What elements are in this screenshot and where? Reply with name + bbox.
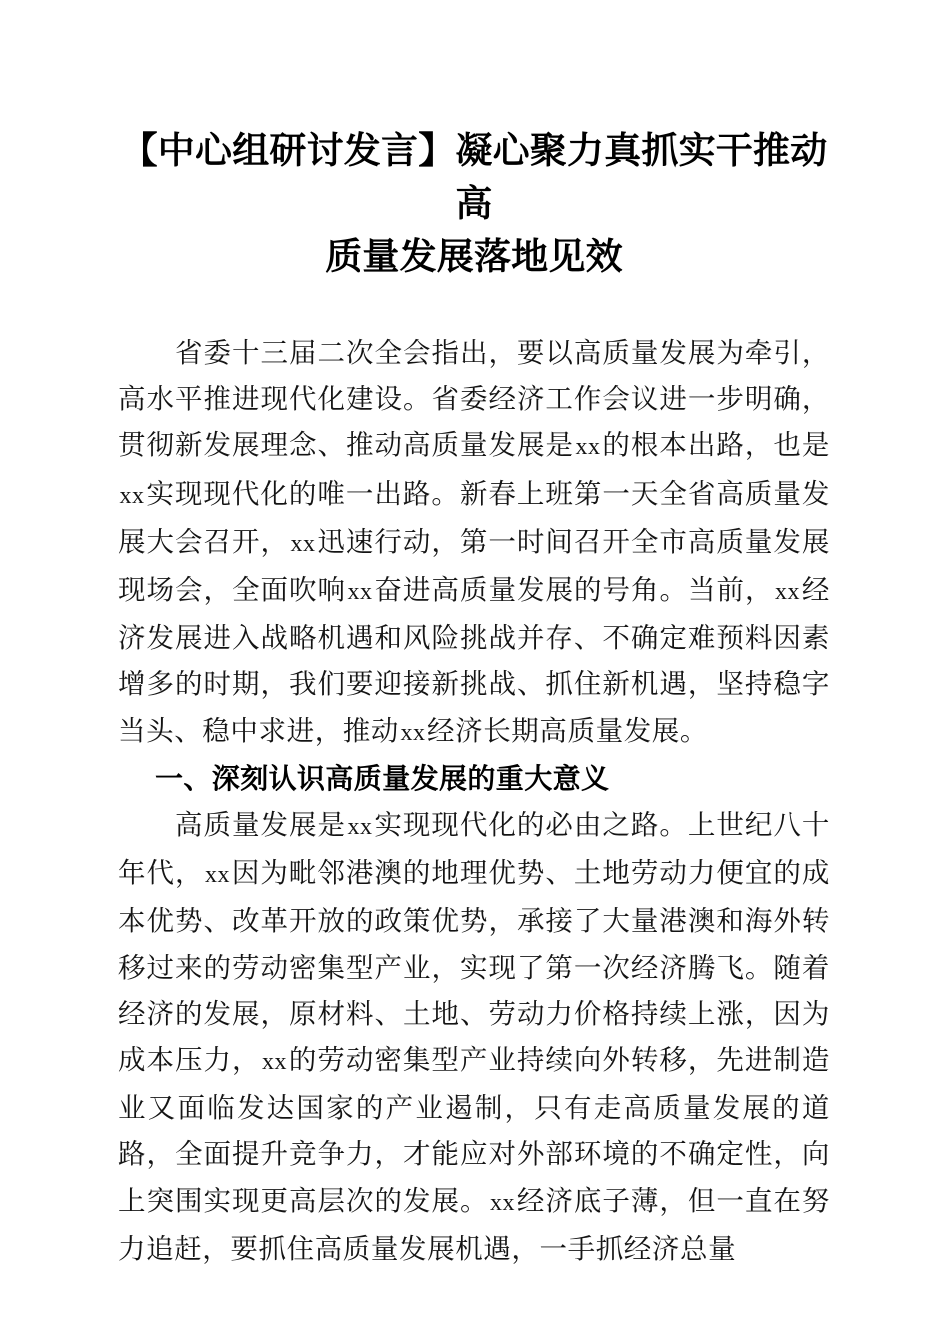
page-title-line-1: 【中心组研讨发言】凝心聚力真抓实干推动高 [120, 131, 828, 225]
page-title [118, 0, 830, 284]
document-content-column [118, 0, 830, 1272]
latin-run: xx [347, 579, 373, 606]
latin-run: xx [575, 434, 601, 461]
latin-run: xx [290, 530, 316, 557]
paragraph-section-1-body: 高质量发展是xx实现现代化的必由之路。上世纪八十年代，xx因为毗邻港澳的地理优势、土地劳动力便宜的成本优势、改革开放的政策优势，承接了大量港澳和海外转移过来的劳动密集型产业，实现了第一次经济腾飞。随着经济的发展，原材料、土地、劳动力价格持续上涨，因为成本压力，xx的劳动密集型产业持续向外转移，先进制造业又面临发达国家的产业遏制，只有走高质量发展的道路，全面提升竞争力，才能应对外部环境的不确定性，向上突围实现更高层次的发展。xx经济底子薄，但一直在努力追赶，要抓住高质量发展机遇，一手抓经济总量 [118, 809, 830, 1265]
latin-run: xx [400, 719, 426, 746]
section-heading-1: 一、深刻认识高质量发展的重大意义 [155, 761, 610, 795]
latin-run: xx [205, 862, 230, 889]
latin-run: xx [347, 814, 373, 841]
paragraph-intro: 省委十三届二次全会指出，要以高质量发展为牵引，高水平推进现代化建设。省委经济工作会议进一步明确，贯彻新发展理念、推动高质量发展是xx的根本出路，也是xx实现现代化的唯一出路。新春上班第一天全省高质量发展大会召开，xx迅速行动，第一时间召开全市高质量发展现场会，全面吹响xx奋进高质量发展的号角。当前，xx经济发展进入战略机遇和风险挑战并存、不确定难预料因素增多的时期，我们要迎接新挑战、抓住新机遇，坚持稳字当头、稳中求进，推动xx经济长期高质量发展。 [118, 337, 830, 747]
page-title-line-2: 质量发展落地见效 [325, 237, 623, 278]
latin-run: xx [490, 1189, 515, 1216]
latin-run: xx [119, 482, 145, 509]
latin-run: xx [774, 579, 800, 606]
latin-run: xx [262, 1049, 287, 1076]
